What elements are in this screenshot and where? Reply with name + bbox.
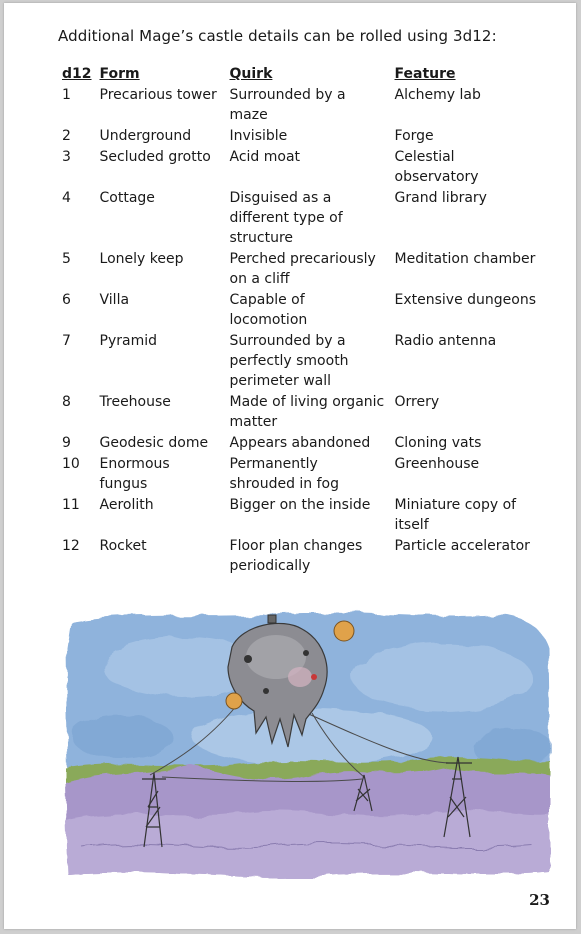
cell-form: Aerolith: [99, 497, 154, 513]
table-row: [60, 290, 549, 331]
cell-form: Cottage: [99, 190, 155, 206]
table-row: [60, 392, 549, 433]
cell-form: Geodesic dome: [99, 435, 209, 451]
book-page: [4, 3, 576, 929]
table-row: [60, 433, 549, 454]
cell-quirk: Disguised as a different type of structure: [229, 190, 343, 246]
castle-details-table: [60, 64, 549, 577]
cell-d12: 10: [62, 456, 80, 472]
cell-feature: Orrery: [394, 394, 440, 410]
cell-feature: Particle accelerator: [394, 538, 530, 554]
cell-d12: 5: [62, 251, 71, 267]
cell-feature: Meditation chamber: [394, 251, 536, 267]
header-quirk: Quirk: [229, 66, 273, 82]
cell-feature: Radio antenna: [394, 333, 497, 349]
cell-quirk: Made of living organic matter: [229, 394, 385, 430]
cell-quirk: Floor plan changes periodically: [229, 538, 363, 574]
cell-feature: Cloning vats: [394, 435, 482, 451]
header-form: Form: [99, 66, 140, 82]
cell-feature: Forge: [394, 128, 434, 144]
cell-d12: 12: [62, 538, 80, 554]
table-row: [60, 454, 549, 495]
cell-quirk: Bigger on the inside: [229, 497, 371, 513]
table-header-row: [60, 64, 549, 85]
cell-quirk: Surrounded by a maze: [229, 87, 346, 123]
cell-d12: 8: [62, 394, 71, 410]
table-row: [60, 249, 549, 290]
cell-quirk: Capable of locomotion: [229, 292, 308, 328]
cell-feature: Alchemy lab: [394, 87, 481, 103]
cell-quirk: Perched precariously on a cliff: [229, 251, 376, 287]
cell-form: Lonely keep: [99, 251, 184, 267]
cell-quirk: Surrounded by a perfectly smooth perimeter wall: [229, 333, 349, 389]
cell-feature: Celestial observatory: [394, 149, 479, 185]
cell-d12: 11: [62, 497, 80, 513]
cell-feature: Extensive dungeons: [394, 292, 537, 308]
floating-castle-illustration: [62, 607, 552, 879]
table-row: [60, 188, 549, 249]
cell-form: Underground: [99, 128, 192, 144]
cell-quirk: Acid moat: [229, 149, 301, 165]
cell-feature: Grand library: [394, 190, 487, 206]
cell-form: Treehouse: [99, 394, 171, 410]
cell-form: Pyramid: [99, 333, 157, 349]
cell-d12: 3: [62, 149, 71, 165]
cell-feature: Greenhouse: [394, 456, 480, 472]
header-d12: d12: [62, 66, 92, 82]
intro-text: Additional Mage’s castle details can be rolled using 3d12:: [58, 27, 497, 45]
page-number: 23: [529, 891, 550, 909]
cell-form: Precarious tower: [99, 87, 217, 103]
table-row: [60, 126, 549, 147]
cell-quirk: Appears abandoned: [229, 435, 371, 451]
cell-d12: 1: [62, 87, 71, 103]
cell-form: Rocket: [99, 538, 147, 554]
table-row: [60, 147, 549, 188]
cell-d12: 6: [62, 292, 71, 308]
cell-d12: 4: [62, 190, 71, 206]
cell-quirk: Permanently shrouded in fog: [229, 456, 339, 492]
table-row: [60, 331, 549, 392]
header-feature: Feature: [394, 66, 456, 82]
table-row: [60, 536, 549, 577]
mountains: [66, 765, 550, 878]
cell-d12: 9: [62, 435, 71, 451]
cell-form: Enormous fungus: [99, 456, 170, 492]
cell-form: Villa: [99, 292, 130, 308]
cell-feature: Miniature copy of itself: [394, 497, 517, 533]
cell-d12: 2: [62, 128, 71, 144]
table-row: [60, 85, 549, 126]
table-row: [60, 495, 549, 536]
cell-quirk: Invisible: [229, 128, 288, 144]
cell-d12: 7: [62, 333, 71, 349]
cell-form: Secluded grotto: [99, 149, 211, 165]
